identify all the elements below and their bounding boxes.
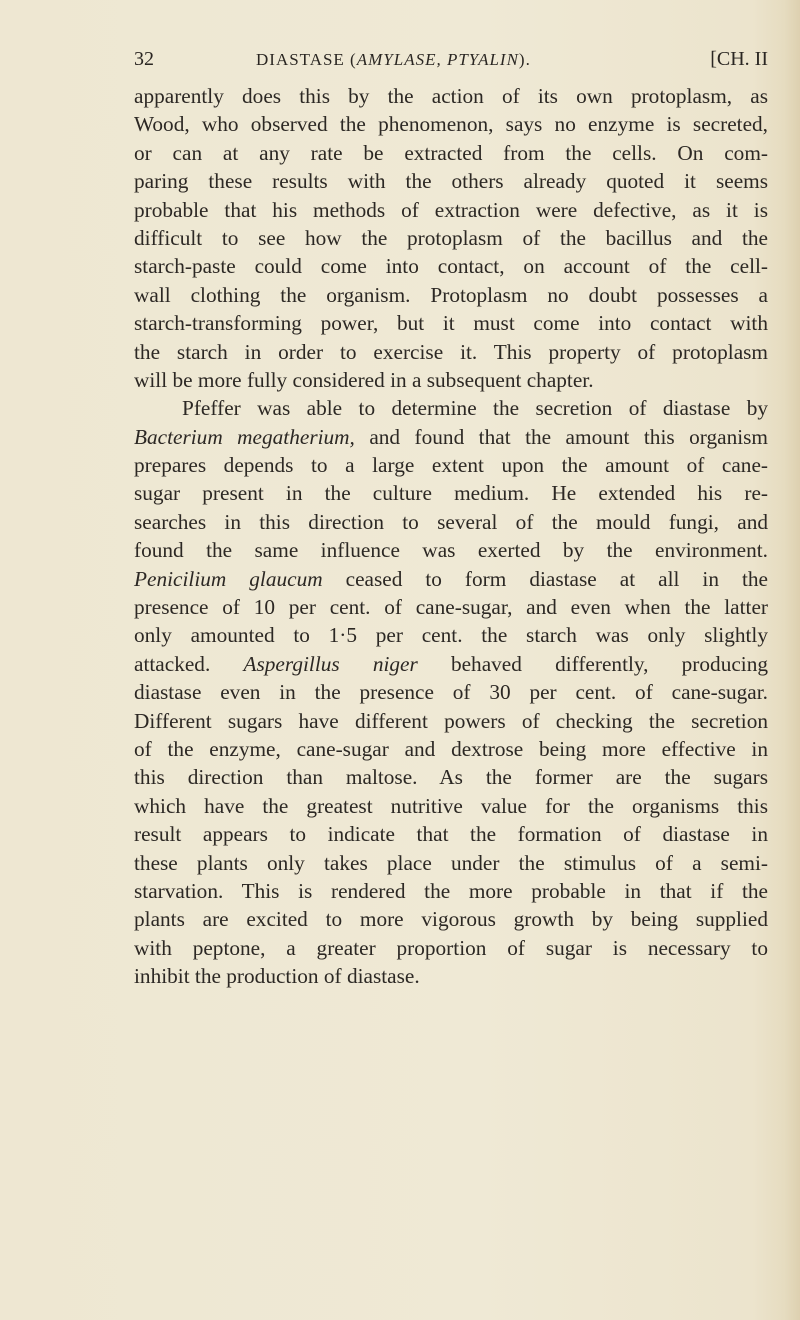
text-line: attacked. Aspergillus niger behaved differently, producing xyxy=(134,651,769,676)
text-line: difficult to see how the protoplasm of the bacillus and the xyxy=(134,225,768,250)
text-line: Wood, who observed the phenomenon, says no enzyme is secreted, xyxy=(134,112,768,137)
text-line: of the enzyme, cane-sugar and dextrose being more effective in xyxy=(134,736,768,761)
text-line: this direction than maltose. As the former are the sugars xyxy=(134,765,768,790)
running-title-suffix: ). xyxy=(518,50,531,69)
paragraph-start-line: Pfeffer was able to determine the secretion of diastase by xyxy=(182,396,768,421)
text-line: found the same influence was exerted by the environment. xyxy=(134,538,768,563)
text-line: apparently does this by the action of its own protoplasm, as xyxy=(134,84,768,108)
text-line: will be more fully considered in a subsequent chapter. xyxy=(134,367,594,392)
species-name: Bacterium megatherium, xyxy=(134,424,355,449)
text-line: diastase even in the presence of 30 per cent. of cane-sugar. xyxy=(134,680,768,705)
body-text xyxy=(134,82,768,991)
text-line: Different sugars have different powers of checking the secretion xyxy=(134,708,768,733)
chapter-marker: [CH. II xyxy=(710,48,768,70)
text-line: paring these results with the others already quoted it seems xyxy=(134,169,768,194)
species-name: Penicilium glaucum xyxy=(134,566,323,591)
text-line: which have the greatest nutritive value for the organisms this xyxy=(134,793,768,818)
page-number: 32 xyxy=(134,48,154,70)
running-title xyxy=(256,48,531,71)
text-line: Bacterium megatherium, and found that the amount this organism xyxy=(134,424,768,449)
text-line: starvation. This is rendered the more probable in that if the xyxy=(134,878,768,903)
text-line: result appears to indicate that the formation of diastase in xyxy=(134,822,768,847)
text-line: presence of 10 per cent. of cane-sugar, and even when the latter xyxy=(134,595,768,620)
running-title-italic: AMYLASE, PTYALIN xyxy=(356,50,519,69)
text-line: wall clothing the organism. Protoplasm no doubt possesses a xyxy=(134,282,768,307)
text-line: these plants only takes place under the stimulus of a semi- xyxy=(134,850,768,875)
text-line: sugar present in the culture medium. He extended his re- xyxy=(134,481,768,506)
text-line: plants are excited to more vigorous growth by being supplied xyxy=(134,907,768,932)
text-line: Penicilium glaucum ceased to form diastase at all in the xyxy=(134,566,768,591)
text-line: or can at any rate be extracted from the cells. On com- xyxy=(134,140,768,165)
text-line: with peptone, a greater proportion of sugar is necessary to xyxy=(134,935,768,960)
text-line: starch-paste could come into contact, on account of the cell- xyxy=(134,254,768,279)
text-line: inhibit the production of diastase. xyxy=(134,964,420,989)
running-title-prefix: DIASTASE ( xyxy=(256,50,357,69)
text-line: searches in this direction to several of the mould fungi, and xyxy=(134,509,768,534)
text-line: the starch in order to exercise it. This property of protoplasm xyxy=(134,339,768,364)
text-line: probable that his methods of extraction were defective, as it is xyxy=(134,197,768,222)
text-line: starch-transforming power, but it must come into contact with xyxy=(134,311,768,336)
text-line: prepares depends to a large extent upon the amount of cane- xyxy=(134,453,768,478)
text-line: only amounted to 1·5 per cent. the starch was only slightly xyxy=(134,623,768,648)
species-name: Aspergillus niger xyxy=(243,651,418,676)
